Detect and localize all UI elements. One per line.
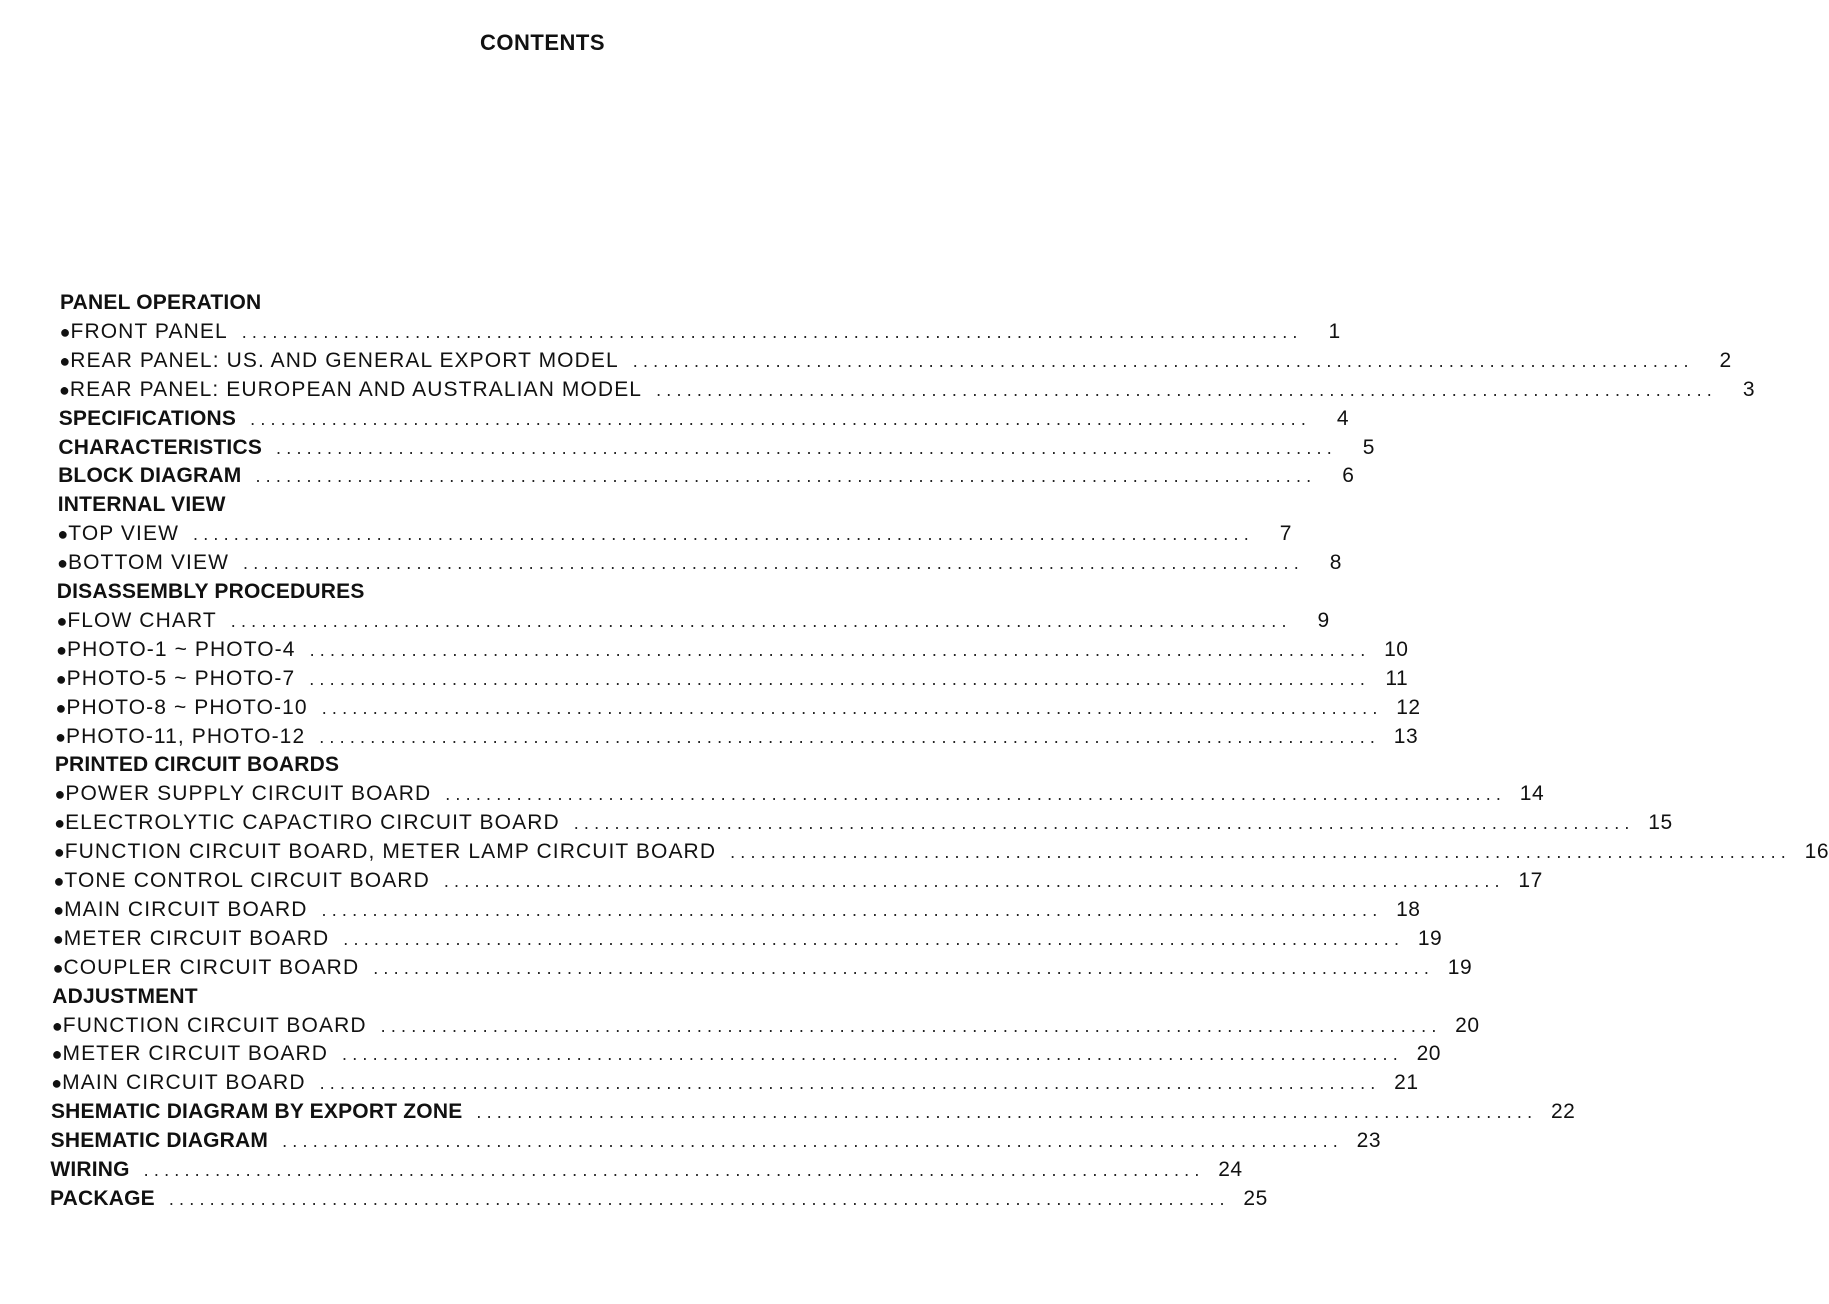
dot-leader: ........................................................................................................	[243, 553, 1304, 574]
dot-leader: ........................................................................................................	[319, 1073, 1381, 1094]
toc-entry-label: PHOTO-8 ~ PHOTO-10	[66, 695, 308, 719]
dot-leader: ........................................................................................................	[230, 610, 1292, 631]
toc-entry-label: METER CIRCUIT BOARD	[63, 926, 330, 950]
toc-entry	[59, 348, 1732, 374]
toc-entry-label: REAR PANEL: EUROPEAN AND AUSTRALIAN MODEL	[69, 377, 643, 401]
bullet-icon: ●	[51, 1073, 63, 1094]
dot-leader: ........................................................................................................	[321, 697, 1383, 718]
bullet-icon: ●	[56, 639, 67, 660]
toc-section-heading	[57, 579, 1018, 605]
toc-page-number: 11	[1385, 666, 1409, 690]
toc-page-number: 3	[1742, 377, 1755, 401]
toc-section-heading	[60, 290, 1018, 316]
dot-leader: ........................................................................................................	[373, 957, 1435, 978]
toc-page-number: 13	[1393, 724, 1419, 748]
dot-leader: ........................................................................................................	[321, 899, 1383, 920]
bullet-icon: ●	[52, 957, 64, 978]
dot-leader: ........................................................................................................	[193, 524, 1254, 545]
dot-leader: ........................................................................................................	[309, 639, 1371, 660]
toc-entry-label: BLOCK DIAGRAM	[58, 464, 242, 488]
dot-leader: ........................................................................................................	[282, 1131, 1344, 1152]
dot-leader: ........................................................................................................	[168, 1188, 1230, 1209]
dot-leader: ........................................................................................................	[309, 668, 1371, 689]
toc-page-number: 21	[1394, 1071, 1419, 1095]
toc-entry	[53, 868, 1543, 894]
toc-page-number: 8	[1329, 551, 1342, 575]
toc-entry-label: ELECTROLYTIC CAPACTIRO CIRCUIT BOARD	[65, 811, 560, 835]
bullet-icon: ●	[51, 1015, 63, 1036]
toc-page-number: 25	[1243, 1186, 1268, 1210]
toc-page-number: 19	[1417, 926, 1443, 950]
toc-entry	[53, 839, 1829, 865]
toc-section-heading	[55, 752, 1018, 778]
bullet-icon: ●	[53, 899, 65, 920]
dot-leader: ........................................................................................................	[656, 379, 1717, 400]
toc-entry	[55, 666, 1409, 692]
bullet-icon: ●	[59, 379, 70, 400]
dot-leader: ........................................................................................................	[241, 321, 1303, 342]
toc-page-number: 10	[1384, 637, 1409, 661]
toc-section-heading	[50, 1157, 1243, 1183]
toc-entry-label: SHEMATIC DIAGRAM	[50, 1129, 269, 1153]
toc-entry-label: SHEMATIC DIAGRAM BY EXPORT ZONE	[50, 1100, 463, 1124]
toc-page-number: 18	[1396, 897, 1421, 921]
toc-page-number: 24	[1218, 1158, 1243, 1181]
toc-entry-label: MAIN CIRCUIT BOARD	[62, 1071, 306, 1095]
toc-entry-label: PANEL OPERATION	[60, 291, 262, 314]
toc-page-number: 20	[1455, 1013, 1480, 1037]
toc-section-heading	[52, 984, 1018, 1010]
toc-entry-label: PHOTO-5 ~ PHOTO-7	[66, 666, 296, 690]
bullet-icon: ●	[52, 928, 64, 949]
bullet-icon: ●	[57, 553, 68, 574]
toc-entry-label: PHOTO-11, PHOTO-12	[66, 724, 306, 748]
dot-leader: ........................................................................................................	[476, 1102, 1538, 1123]
toc-section-heading	[50, 1099, 1576, 1125]
toc-entry	[51, 1013, 1480, 1039]
bullet-icon: ●	[55, 668, 67, 689]
toc-page-number: 6	[1342, 464, 1355, 488]
toc-entry	[56, 608, 1330, 634]
bullet-icon: ●	[54, 784, 66, 805]
dot-leader: ........................................................................................................	[276, 437, 1337, 458]
page-title: CONTENTS	[480, 30, 605, 55]
bullet-icon: ●	[51, 1044, 63, 1065]
dot-leader: ........................................................................................................	[343, 928, 1405, 949]
dot-leader: ........................................................................................................	[143, 1160, 1205, 1180]
toc-entry-label: ADJUSTMENT	[52, 984, 198, 1008]
toc-entry-label: DISASSEMBLY PROCEDURES	[56, 580, 365, 603]
toc-entry-label: FUNCTION CIRCUIT BOARD	[62, 1013, 367, 1037]
dot-leader: ........................................................................................................	[730, 842, 1791, 863]
toc-page-number: 12	[1396, 695, 1421, 719]
toc-entry-label: TOP VIEW	[68, 522, 179, 546]
dot-leader: ........................................................................................................	[443, 871, 1505, 891]
dot-leader: ........................................................................................................	[632, 350, 1694, 371]
toc-entry-label: MAIN CIRCUIT BOARD	[64, 897, 308, 921]
dot-leader: ........................................................................................................	[319, 726, 1381, 747]
toc-section-heading	[58, 435, 1375, 461]
dot-leader: ........................................................................................................	[445, 784, 1507, 805]
toc-entry-label: COUPLER CIRCUIT BOARD	[63, 955, 360, 979]
toc-entry	[53, 897, 1421, 923]
toc-section-heading	[58, 492, 1018, 518]
dot-leader: ........................................................................................................	[250, 408, 1312, 429]
toc-section-heading	[50, 1186, 1268, 1212]
toc-entry-label: CHARACTERISTICS	[58, 435, 263, 459]
toc-entry	[59, 319, 1341, 345]
toc-page-number: 19	[1447, 955, 1473, 979]
toc-entry-label: WIRING	[50, 1158, 130, 1181]
dot-leader: ........................................................................................................	[380, 1015, 1442, 1036]
toc-entry	[54, 781, 1545, 807]
toc-entry-label: SPECIFICATIONS	[58, 406, 237, 430]
toc-entry-label: POWER SUPPLY CIRCUIT BOARD	[65, 782, 432, 806]
toc-entry	[55, 724, 1419, 750]
toc-page-number: 5	[1362, 435, 1375, 459]
toc-page-number: 7	[1279, 522, 1292, 546]
toc-page-number: 14	[1519, 782, 1545, 806]
toc-entry	[59, 377, 1755, 403]
dot-leader: ........................................................................................................	[255, 466, 1317, 487]
toc-entry	[57, 550, 1342, 576]
toc-entry	[55, 695, 1421, 721]
toc-entry	[51, 1070, 1419, 1096]
dot-leader: ........................................................................................................	[573, 813, 1635, 834]
toc-page-number: 1	[1328, 319, 1341, 343]
toc-entry-label: METER CIRCUIT BOARD	[62, 1042, 329, 1066]
toc-page-number: 4	[1336, 406, 1350, 430]
bullet-icon: ●	[55, 697, 67, 718]
toc-entry-label: TONE CONTROL CIRCUIT BOARD	[64, 869, 430, 892]
toc-page-number: 16	[1804, 840, 1829, 864]
toc-section-heading	[50, 1128, 1382, 1154]
toc-entry-label: FRONT PANEL	[70, 319, 228, 343]
bullet-icon: ●	[59, 321, 71, 342]
toc-entry-label: PRINTED CIRCUIT BOARDS	[54, 753, 340, 777]
toc-page-number: 23	[1356, 1129, 1382, 1153]
bullet-icon: ●	[53, 871, 65, 891]
toc-entry-label: FLOW CHART	[67, 608, 217, 632]
bullet-icon: ●	[59, 350, 71, 371]
dot-leader: ........................................................................................................	[342, 1044, 1403, 1065]
toc-entry	[57, 521, 1292, 547]
toc-entry-label: BOTTOM VIEW	[67, 551, 230, 575]
toc-entry	[54, 810, 1673, 836]
toc-page-number: 17	[1518, 869, 1543, 892]
bullet-icon: ●	[56, 610, 68, 631]
toc-page-number: 15	[1648, 811, 1673, 835]
toc-page-number: 9	[1317, 608, 1330, 632]
toc-entry-label: PACKAGE	[50, 1186, 155, 1210]
bullet-icon: ●	[53, 842, 65, 863]
toc-page-number: 22	[1550, 1100, 1576, 1124]
toc-entry-label: INTERNAL VIEW	[57, 493, 226, 517]
toc-page-number: 2	[1719, 348, 1732, 372]
toc-section-heading	[58, 406, 1350, 432]
toc-page-number: 20	[1416, 1042, 1441, 1066]
bullet-icon: ●	[55, 726, 67, 747]
toc-entry-label: PHOTO-1 ~ PHOTO-4	[67, 637, 296, 661]
toc-entry	[52, 955, 1473, 981]
toc-entry-label: REAR PANEL: US. AND GENERAL EXPORT MODEL	[70, 348, 619, 372]
bullet-icon: ●	[57, 524, 69, 545]
toc-entry	[51, 1041, 1441, 1067]
toc-entry	[52, 926, 1443, 952]
bullet-icon: ●	[54, 813, 66, 834]
toc-section-heading	[58, 463, 1355, 489]
toc-entry	[56, 637, 1409, 663]
toc-entry-label: FUNCTION CIRCUIT BOARD, METER LAMP CIRCUIT BOARD	[64, 840, 717, 864]
